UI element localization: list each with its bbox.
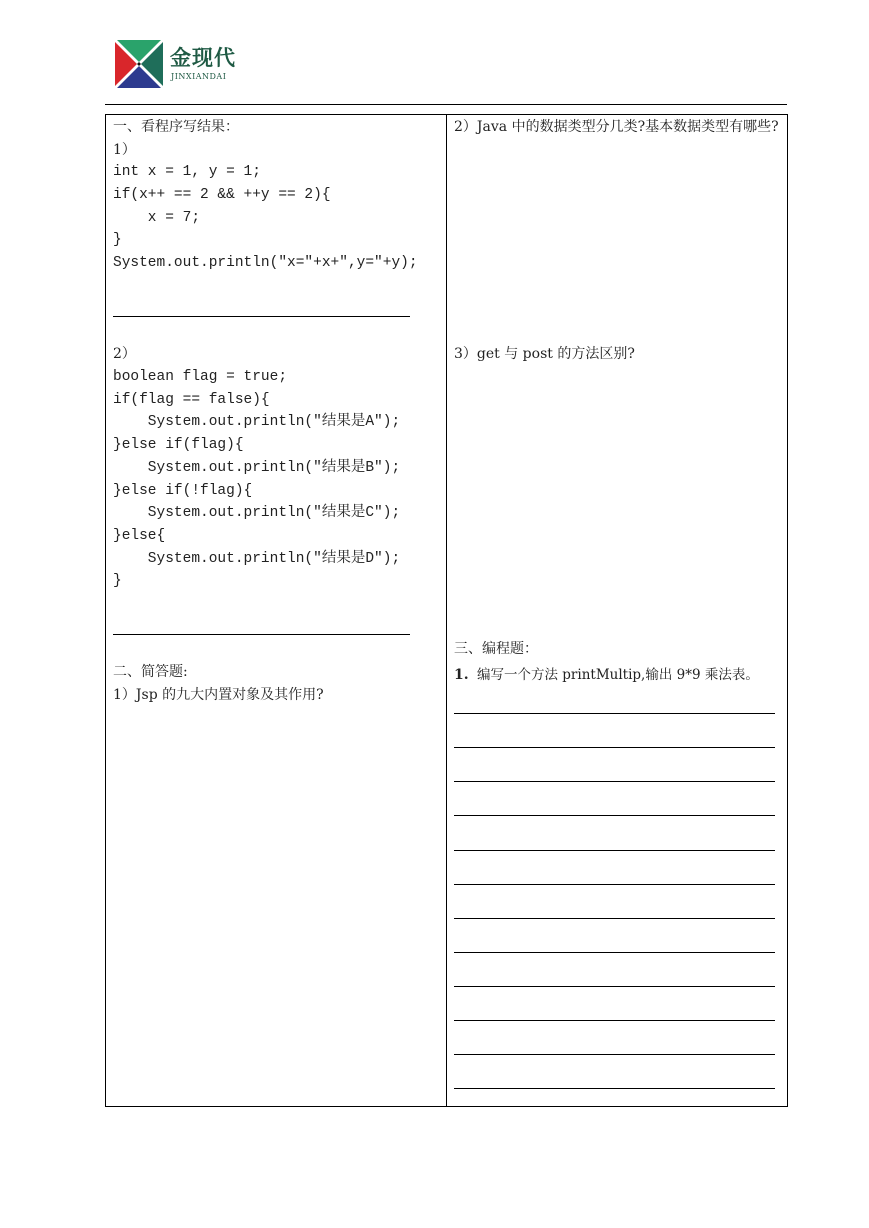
code-line: if(flag == false){ — [113, 392, 270, 408]
logo-text-en: JINXIANDAI — [171, 72, 227, 81]
answer-line[interactable] — [454, 713, 775, 714]
programming-q1-text: 编写一个方法 printMultip,输出 9*9 乘法表。 — [477, 667, 759, 683]
answer-line[interactable] — [454, 747, 775, 748]
answer-line[interactable] — [454, 986, 775, 987]
code-line: } — [113, 232, 122, 248]
short-answer-q2: 2）Java 中的数据类型分几类?基本数据类型有哪些? — [454, 119, 779, 135]
answer-line[interactable] — [454, 1088, 775, 1089]
answer-line[interactable] — [454, 918, 775, 919]
code-line: System.out.println("结果是B"); — [113, 460, 401, 476]
answer-line[interactable] — [454, 1054, 775, 1055]
answer-line[interactable] — [454, 850, 775, 851]
section-2-title: 二、简答题: — [113, 664, 188, 680]
code-line: boolean flag = true; — [113, 369, 288, 385]
code-line: }else{ — [113, 528, 166, 544]
code-line: System.out.println("x="+x+",y="+y); — [113, 255, 418, 271]
code-line: } — [113, 573, 122, 589]
programming-q1-number: 1. — [454, 667, 469, 683]
answer-line-q1[interactable] — [113, 316, 410, 317]
answer-line[interactable] — [454, 815, 775, 816]
answer-line-q2[interactable] — [113, 634, 410, 635]
short-answer-q3: 3）get 与 post 的方法区别? — [454, 346, 635, 362]
code-line: }else if(flag){ — [113, 437, 244, 453]
code-line: }else if(!flag){ — [113, 483, 253, 499]
answer-line[interactable] — [454, 952, 775, 953]
company-logo — [115, 40, 315, 90]
section-1-title: 一、看程序写结果： — [113, 119, 239, 135]
logo-mark-icon — [115, 40, 163, 88]
short-answer-q1: 1）Jsp 的九大内置对象及其作用? — [113, 687, 324, 703]
question-2-label: 2） — [113, 346, 136, 362]
question-1-label: 1） — [113, 142, 136, 158]
column-divider — [446, 114, 447, 1107]
answer-line[interactable] — [454, 884, 775, 885]
answer-line[interactable] — [454, 1020, 775, 1021]
code-line: x = 7; — [113, 210, 201, 226]
code-line: System.out.println("结果是C"); — [113, 505, 401, 521]
section-3-title: 三、编程题： — [454, 641, 538, 657]
code-line: if(x++ == 2 && ++y == 2){ — [113, 187, 331, 203]
answer-line[interactable] — [454, 781, 775, 782]
logo-text-cn: 金现代 — [170, 46, 236, 70]
header-divider — [105, 104, 787, 105]
code-line: int x = 1, y = 1; — [113, 164, 261, 180]
code-line: System.out.println("结果是D"); — [113, 551, 401, 567]
code-line: System.out.println("结果是A"); — [113, 414, 401, 430]
